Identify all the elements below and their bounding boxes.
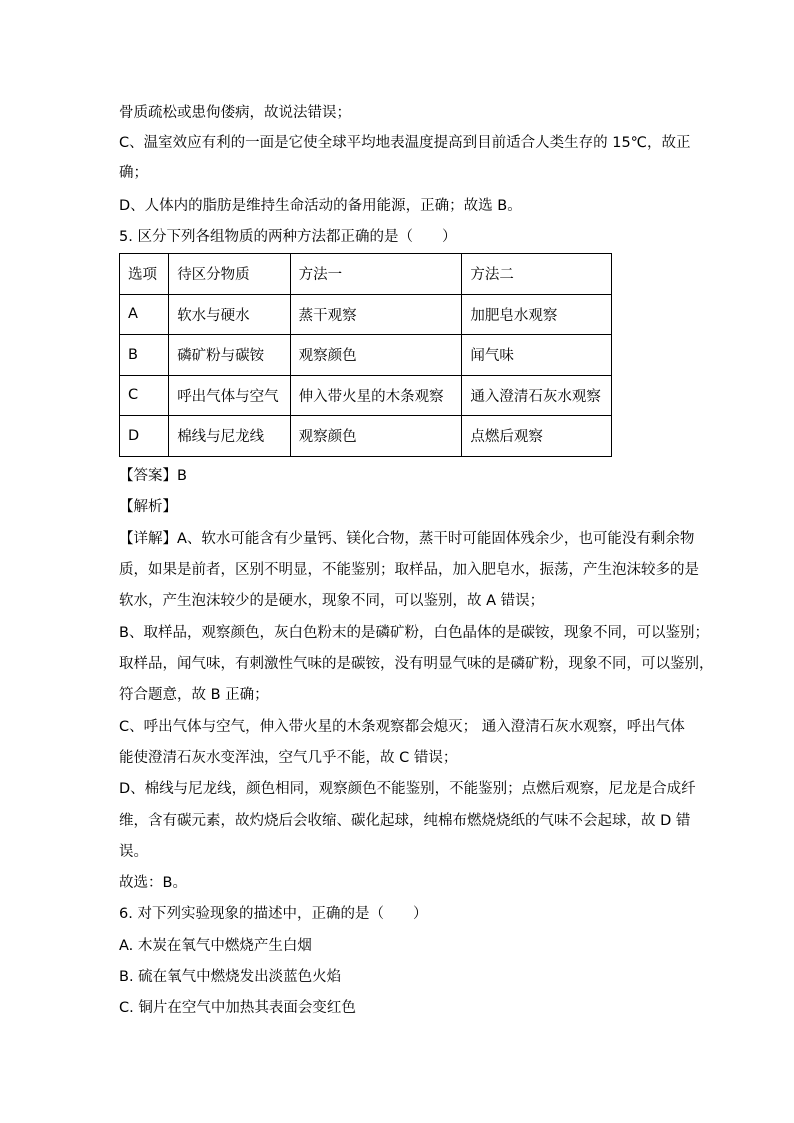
table-header-cell: 方法二 xyxy=(462,254,612,295)
text-line: D、棉线与尼龙线，颜色相同，观察颜色不能鉴别，不能鉴别；点燃后观察，尼龙是合成纤 xyxy=(119,781,696,797)
text-line: 软水，产生泡沫较少的是硬水，现象不同，可以鉴别，故 A 错误； xyxy=(119,593,545,609)
table-cell: 呼出气体与空气 xyxy=(169,375,290,416)
table-row xyxy=(120,375,612,416)
text-line: C、呼出气体与空气，伸入带火星的木条观察都会熄灭； 通入澄清石灰水观察，呼出气体 xyxy=(119,719,685,735)
option-c: C. 铜片在空气中加热其表面会变红色 xyxy=(119,1000,356,1016)
text-line: B、取样品，观察颜色，灰白色粉末的是磷矿粉，白色晶体的是碳铵，现象不同，可以鉴别； xyxy=(119,625,709,641)
text-line: 质，如果是前者，区别不明显，不能鉴别；取样品，加入肥皂水，振荡，产生泡沫较多的是 xyxy=(119,562,699,578)
text-line: 能使澄清石灰水变浑浊，空气几乎不能，故 C 错误； xyxy=(119,750,458,766)
text-line: 骨质疏松或患佝偻病，故说法错误； xyxy=(119,105,351,121)
table-header-cell: 待区分物质 xyxy=(169,254,290,295)
table-cell: A xyxy=(120,294,169,335)
table-cell: B xyxy=(120,335,169,376)
text-line: 符合题意，故 B 正确； xyxy=(119,687,269,703)
table-cell: 棉线与尼龙线 xyxy=(169,416,290,457)
text-line: C、温室效应有利的一面是它使全球平均地表温度提高到目前适合人类生存的 15℃，故正 xyxy=(119,135,691,151)
table-cell: 闻气味 xyxy=(462,335,612,376)
table-cell: C xyxy=(120,375,169,416)
text-line: 取样品，闻气味，有刺激性气味的是碳铵，没有明显气味的是磷矿粉，现象不同，可以鉴别， xyxy=(119,656,714,672)
table-cell: 磷矿粉与碳铵 xyxy=(169,335,290,376)
table-cell: 点燃后观察 xyxy=(462,416,612,457)
table-cell: 伸入带火星的木条观察 xyxy=(290,375,462,416)
analysis-heading: 【解析】 xyxy=(119,499,177,515)
table-row xyxy=(120,335,612,376)
table-cell: 通入澄清石灰水观察 xyxy=(462,375,612,416)
text-line: 误。 xyxy=(119,844,148,860)
table-header-cell: 方法一 xyxy=(290,254,462,295)
table-cell: 软水与硬水 xyxy=(169,294,290,335)
text-line: 维，含有碳元素，故灼烧后会收缩、碳化起球，纯棉布燃烧烧纸的气味不会起球，故 D 错 xyxy=(119,813,691,829)
table-cell: 观察颜色 xyxy=(290,335,462,376)
table-header-cell: 选项 xyxy=(120,254,169,295)
table-header-row xyxy=(120,254,612,295)
question-6: 6. 对下列实验现象的描述中，正确的是（ ） xyxy=(119,906,428,922)
answer-line: 【答案】B xyxy=(119,468,187,484)
question-5: 5. 区分下列各组物质的两种方法都正确的是（ ） xyxy=(119,229,457,245)
table-cell: 加肥皂水观察 xyxy=(462,294,612,335)
table-row xyxy=(120,416,612,457)
table-cell: D xyxy=(120,416,169,457)
text-line: 【详解】A、软水可能含有少量钙、镁化合物，蒸干时可能固体残余少，也可能没有剩余物 xyxy=(119,531,695,547)
text-line: 确； xyxy=(119,165,148,181)
comparison-table xyxy=(119,253,612,457)
option-b: B. 硫在氧气中燃烧发出淡蓝色火焰 xyxy=(119,969,342,985)
option-a: A. 木炭在氧气中燃烧产生白烟 xyxy=(119,938,312,954)
table-row xyxy=(120,294,612,335)
table-cell: 观察颜色 xyxy=(290,416,462,457)
text-line: 故选：B。 xyxy=(119,875,187,891)
text-line: D、人体内的脂肪是维持生命活动的备用能源，正确；故选 B。 xyxy=(119,198,522,214)
table-cell: 蒸干观察 xyxy=(290,294,462,335)
